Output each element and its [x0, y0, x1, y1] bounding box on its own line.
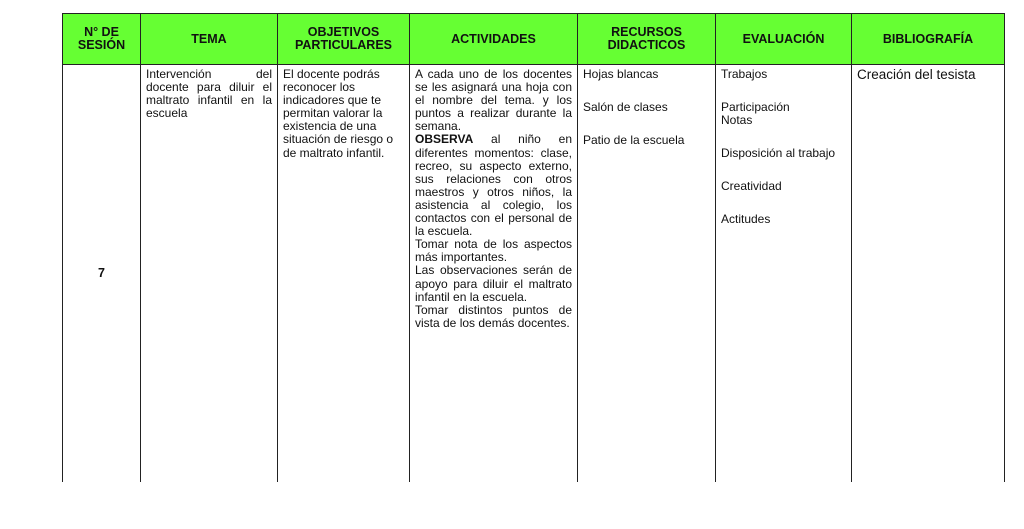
session-planning-table	[62, 13, 1005, 482]
recurso-item: Hojas blancas	[583, 67, 659, 81]
cell-tema: Intervención del docente para diluir el maltrato infantil en la escuela	[141, 65, 278, 483]
header-actividades: ACTIVIDADES	[410, 14, 578, 65]
header-row	[63, 14, 1005, 65]
evaluacion-item: Notas	[721, 113, 753, 128]
header-session: N° DE SESIÓN	[63, 14, 141, 65]
header-recursos: RECURSOS DIDACTICOS	[578, 14, 716, 65]
header-evaluacion: EVALUACIÓN	[716, 14, 852, 65]
recurso-item: Patio de la escuela	[583, 133, 685, 148]
cell-session-number: 7	[63, 65, 141, 483]
evaluacion-item: Participación	[721, 100, 790, 115]
cell-objetivos: El docente podrás reconocer los indicadores que te permitan valorar la existencia de una situación de riesgo o de maltrato infantil.	[278, 65, 410, 483]
actividades-paragraph-1: A cada uno de los docentes se les asignará una hoja con el nombre del tema. y los puntos a realizar durante la semana.	[415, 67, 572, 134]
header-objetivos: OBJETIVOS PARTICULARES	[278, 14, 410, 65]
actividades-paragraph-2	[415, 133, 572, 238]
recurso-item: Salón de clases	[583, 100, 668, 115]
evaluacion-item: Creatividad	[721, 179, 782, 194]
cell-bibliografia: Creación del tesista	[852, 65, 1005, 483]
cell-evaluacion	[716, 65, 852, 483]
evaluacion-item: Actitudes	[721, 212, 771, 227]
actividades-paragraph-4: Las observaciones serán de apoyo para diluir el maltrato infantil en la escuela.	[415, 263, 572, 304]
evaluacion-item: Trabajos	[721, 67, 768, 81]
actividades-paragraph-5: Tomar distintos puntos de vista de los demás docentes.	[415, 302, 572, 330]
observa-bold-text: OBSERVA	[415, 132, 474, 147]
header-tema: TEMA	[141, 14, 278, 65]
planning-table-container	[62, 13, 1005, 482]
header-bibliografia: BIBLIOGRAFÍA	[852, 14, 1005, 65]
observa-rest-text: al niño en diferentes momentos: clase, recreo, su aspecto externo, sus relaciones con otros maestros y otros niños, la asistencia al colegio, los contactos con el personal de la escuela.	[415, 132, 572, 239]
cell-recursos	[578, 65, 716, 483]
evaluacion-item: Disposición al trabajo	[721, 146, 836, 161]
cell-actividades	[410, 65, 578, 483]
actividades-paragraph-3: Tomar nota de los aspectos más importantes.	[415, 237, 572, 265]
session-row	[63, 65, 1005, 483]
